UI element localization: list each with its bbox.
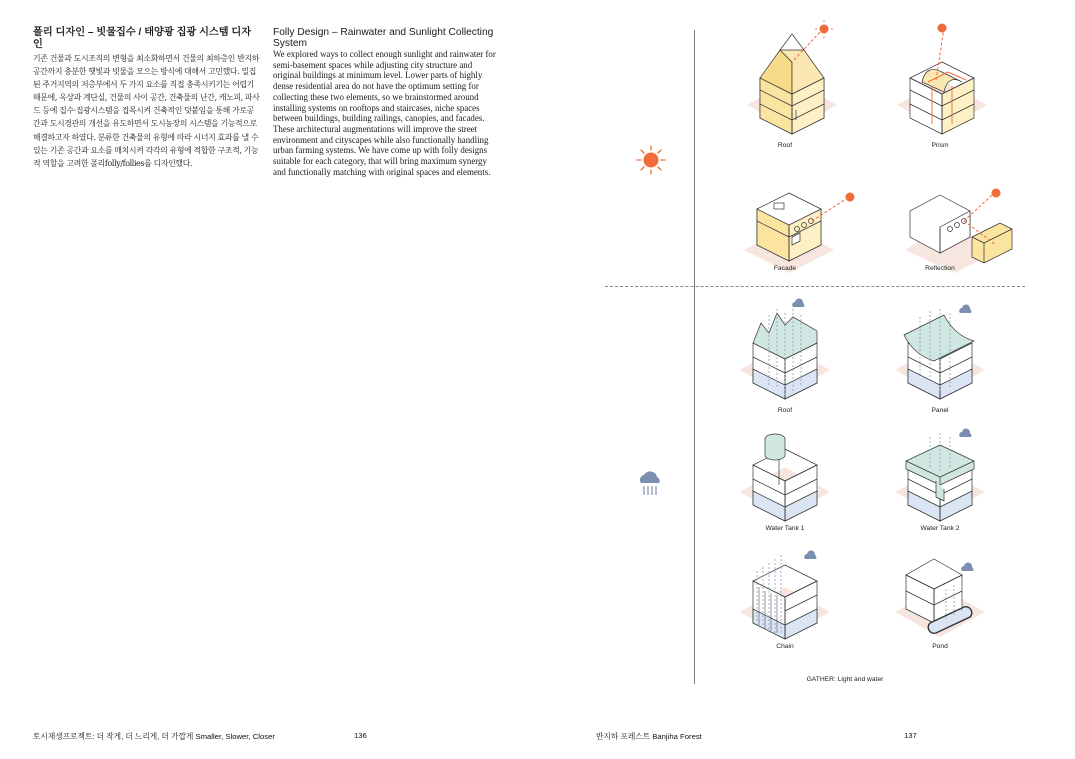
rain-cloud-icon	[637, 470, 663, 502]
label-sun-prism: Prism	[931, 142, 949, 149]
footer-left-page-number: 136	[354, 731, 367, 740]
rain-roof-diagram	[735, 295, 835, 409]
vertical-divider	[694, 30, 695, 684]
label-sun-roof: Roof	[777, 142, 793, 149]
footer-right-page-number: 137	[904, 731, 917, 740]
label-rain-chain: Chain	[776, 643, 794, 650]
label-sun-facade: Facade	[773, 265, 797, 272]
rain-water-tank-1-diagram	[735, 425, 835, 529]
sun-icon	[636, 145, 666, 179]
sunlight-roof-diagram	[742, 20, 842, 149]
english-column	[273, 27, 501, 177]
footer-right-title: 반지하 포레스트 Banjiha Forest	[596, 732, 702, 741]
rain-chain-diagram	[735, 545, 835, 649]
sunlight-prism-diagram	[892, 20, 992, 149]
label-rain-water-tank-2: Water Tank 2	[920, 525, 960, 532]
korean-heading: 폴리 디자인 – 빗물집수 / 태양광 집광 시스템 디자인	[33, 27, 252, 50]
footer-left-title: 토시재생프로젝트: 더 작게, 더 느리게, 더 가깝게 Smaller, Slower, Closer	[33, 732, 275, 741]
english-heading: Folly Design – Rainwater and Sunlight Collecting System	[273, 27, 494, 49]
rain-panel-diagram	[890, 295, 990, 409]
korean-column	[33, 27, 260, 170]
label-sun-reflection: Reflection	[925, 265, 955, 272]
rain-water-tank-2-diagram	[890, 425, 990, 529]
label-rain-water-tank-1: Water Tank 1	[765, 525, 805, 532]
english-body: We explored ways to collect enough sunlight and rainwater for semi-basement spaces while adjusting city structure and original buildings at minimum level. Lower parts of highly dense residential area do not have the optimum setting for collecting these two elements, so we brainstormed around installing systems on rooftops and staircases, niche spaces between buildings, building railings, canopies, and facades. These architectural augmentations will improve the street environment and cityscapes while also functionally handling urban farming systems. We have come up with folly designs suitable for each category, that will bring maximum synergy and functionally matching with original spaces and elements.	[273, 49, 496, 177]
rain-pond-diagram	[890, 545, 990, 649]
korean-body: 기존 건물과 도시조직의 변형을 최소화하면서 건물의 최하층인 반지하 공간까지 충분한 햇빛과 빗물을 모으는 방식에 대해서 고민했다. 밀집된 주거지역의 저층부에서 두 가지 요소를 직접 충족시키기는 어렵기 때문에, 옥상과 계단실, 건물의 사이 공간, 건축물의 난간, 캐노피, 파사드 등에 집수·집광시스템을 접목시켜 건축적인 덧붙임을 통해 가로공간과 도시경관의 개선을 유도하면서 도시농장의 시스템을 기능적으로 해결하고자 하였다. 분류한 건축물의 유형에 따라 시너지 효과를 낼 수 있는 기존 공간과 요소를 매치시켜 각각의 유형에 적합한 구조적, 기능적 역할을 고려한 폴리folly/follies를 디자인했다.	[33, 54, 260, 168]
label-rain-roof: Roof	[777, 407, 793, 414]
horizontal-divider	[605, 286, 1025, 287]
label-rain-pond: Pond	[932, 643, 948, 650]
label-rain-panel: Panel	[931, 407, 949, 414]
figure-caption: GATHER: Light and water	[806, 676, 884, 683]
